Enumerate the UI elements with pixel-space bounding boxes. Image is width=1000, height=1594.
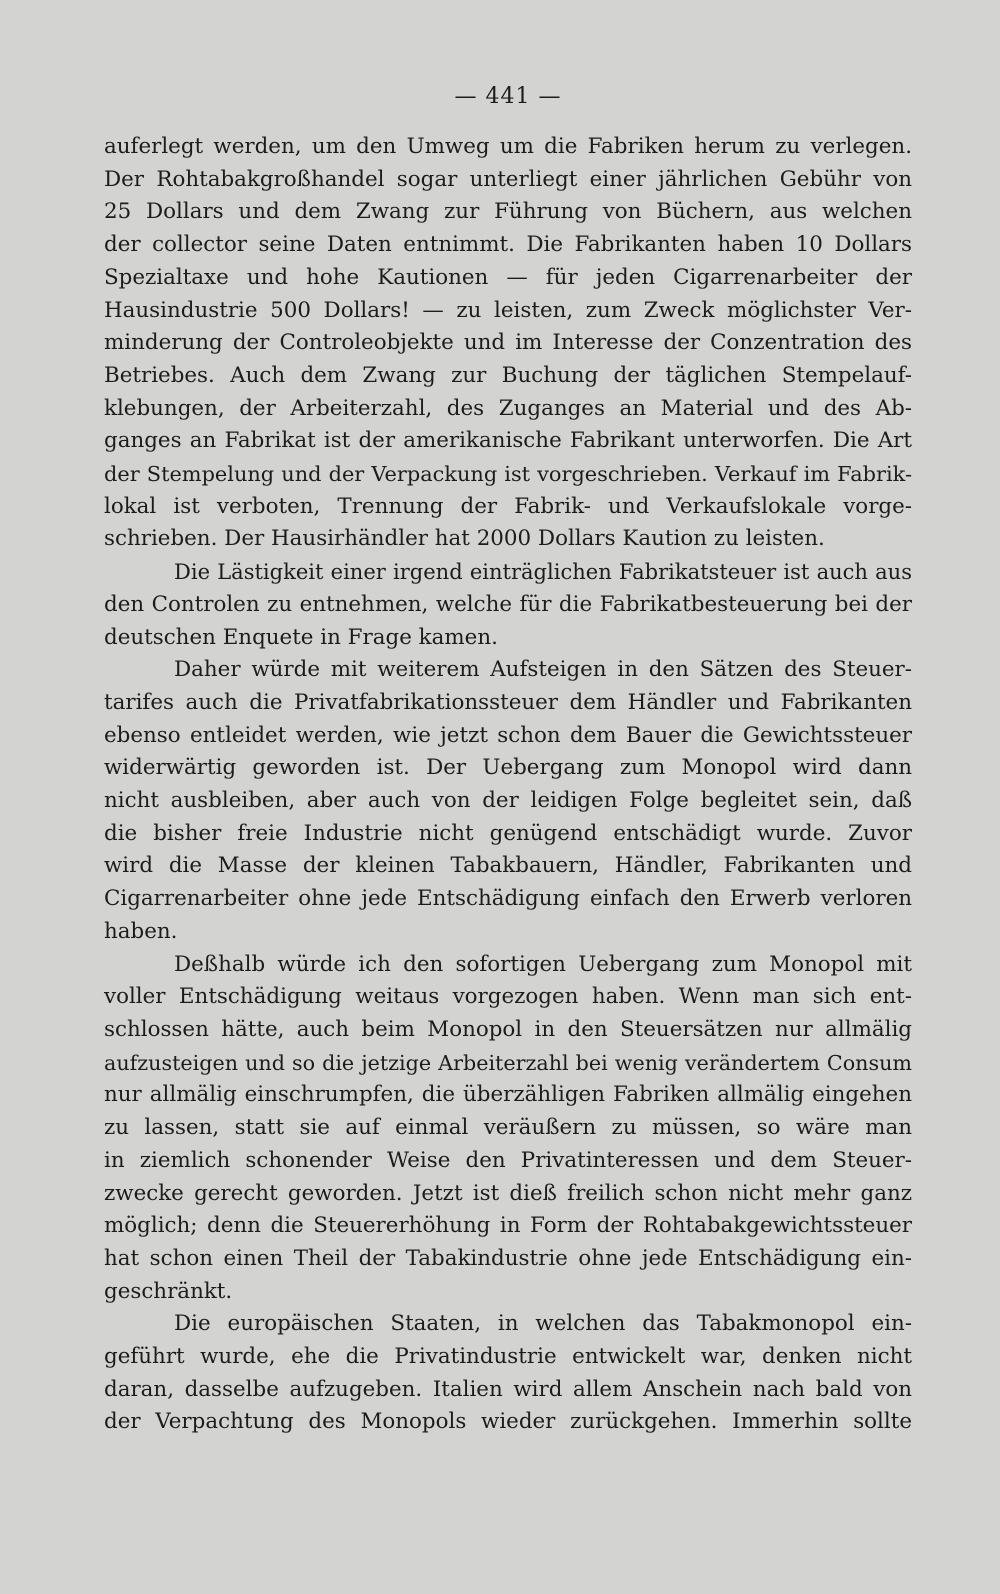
text-line: in ziemlich schonender Weise den Privatinteressen und dem Steuer-: [104, 1147, 912, 1173]
text-line: zu lassen, statt sie auf einmal veräußern zu müssen, so wäre man: [104, 1115, 912, 1141]
text-line: widerwärtig geworden ist. Der Uebergang zum Monopol wird dann: [104, 755, 912, 781]
text-line: Die europäischen Staaten, in welchen das Tabakmonopol ein-: [174, 1311, 912, 1337]
text-line: Spezialtaxe und hohe Kautionen — für jeden Cigarrenarbeiter der: [104, 264, 912, 290]
text-line: geführt wurde, ehe die Privatindustrie entwickelt war, denken nicht: [104, 1344, 912, 1370]
text-line: der Stempelung und der Verpackung ist vorgeschrieben. Verkauf im Fabrik-: [104, 462, 912, 487]
text-line: schrieben. Der Hausirhändler hat 2000 Dollars Kaution zu leisten.: [104, 526, 825, 552]
text-line: haben.: [104, 918, 178, 944]
text-line: 25 Dollars und dem Zwang zur Führung von Büchern, aus welchen: [104, 199, 912, 225]
text-line: wird die Masse der kleinen Tabakbauern, Händler, Fabrikanten und: [104, 853, 912, 879]
text-line: nicht ausbleiben, aber auch von der leidigen Folge begleitet sein, daß: [104, 788, 912, 814]
paragraph-2: [104, 556, 912, 654]
page-number: — 441 —: [454, 84, 562, 109]
text-line: der collector seine Daten entnimmt. Die Fabrikanten haben 10 Dollars: [104, 232, 912, 258]
text-line: möglich; denn die Steuererhöhung in Form der Rohtabakgewichtssteuer: [104, 1213, 912, 1239]
text-line: ebenso entleidet werden, wie jetzt schon dem Bauer die Gewichtssteuer: [104, 722, 912, 748]
text-line: zwecke gerecht geworden. Jetzt ist dieß freilich schon nicht mehr ganz: [104, 1180, 912, 1206]
text-line: die bisher freie Industrie nicht genügend entschädigt wurde. Zuvor: [104, 820, 912, 846]
paragraph-4: [104, 949, 912, 1309]
text-line: auferlegt werden, um den Umweg um die Fabriken herum zu verlegen.: [104, 134, 912, 159]
text-line: geschränkt.: [104, 1278, 233, 1304]
text-line: Hausindustrie 500 Dollars! — zu leisten, zum Zweck möglichster Ver-: [104, 297, 912, 323]
paragraph-3: [104, 654, 912, 948]
text-line: Betriebes. Auch dem Zwang zur Buchung der täglichen Stempelauf-: [104, 362, 912, 388]
text-line: daran, dasselbe aufzugeben. Italien wird allem Anschein nach bald von: [104, 1376, 912, 1402]
text-line: den Controlen zu entnehmen, welche für die Fabrikatbesteuerung bei der: [104, 591, 912, 617]
text-line: nur allmälig einschrumpfen, die überzähligen Fabriken allmälig eingehen: [104, 1082, 912, 1108]
text-line: voller Entschädigung weitaus vorgezogen haben. Wenn man sich ent-: [104, 984, 912, 1010]
body-text: [104, 131, 912, 1439]
text-line: tarifes auch die Privatfabrikationssteuer dem Händler und Fabrikanten: [104, 689, 912, 715]
text-line: aufzusteigen und so die jetzige Arbeiterzahl bei wenig verändertem Consum: [104, 1050, 912, 1075]
text-line: Der Rohtabakgroßhandel sogar unterliegt einer jährlichen Gebühr von: [104, 166, 912, 192]
text-line: klebungen, der Arbeiterzahl, des Zuganges an Material und des Ab-: [104, 395, 912, 421]
text-line: Cigarrenarbeiter ohne jede Entschädigung einfach den Erwerb verloren: [104, 886, 912, 912]
text-line: lokal ist verboten, Trennung der Fabrik- und Verkaufslokale vorge-: [104, 493, 912, 519]
text-line: Die Lästigkeit einer irgend einträglichen Fabrikatsteuer ist auch aus: [174, 559, 912, 585]
text-line: ganges an Fabrikat ist der amerikanische Fabrikant unterworfen. Die Art: [104, 428, 912, 454]
text-line: hat schon einen Theil der Tabakindustrie ohne jede Entschädigung ein-: [104, 1245, 912, 1271]
text-line: Deßhalb würde ich den sofortigen Uebergang zum Monopol mit: [174, 951, 912, 977]
paragraph-5: [104, 1308, 912, 1439]
text-line: minderung der Controleobjekte und im Interesse der Conzentration des: [104, 330, 912, 356]
text-line: schlossen hätte, auch beim Monopol in den Steuersätzen nur allmälig: [104, 1016, 912, 1042]
text-line: Daher würde mit weiterem Aufsteigen in den Sätzen des Steuer-: [174, 657, 912, 683]
text-line: deutschen Enquete in Frage kamen.: [104, 624, 498, 650]
text-line: der Verpachtung des Monopols wieder zurückgehen. Immerhin sollte: [104, 1409, 912, 1435]
paragraph-1: [104, 131, 912, 556]
